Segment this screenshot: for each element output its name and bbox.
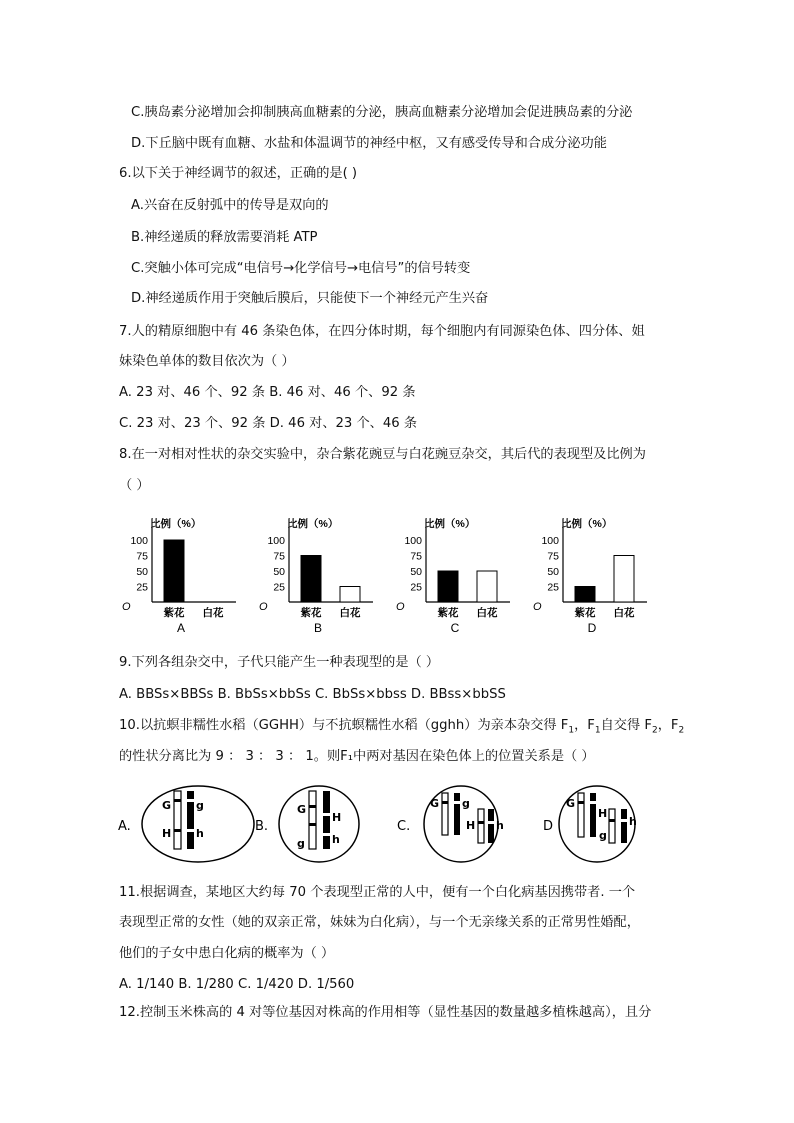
bar-white-flower <box>477 571 497 602</box>
gene-locus <box>578 801 584 804</box>
gene-locus <box>442 801 448 804</box>
chart-option-label: C <box>450 621 460 635</box>
gene-label: h <box>196 827 204 840</box>
q10-cell-svg-c <box>392 783 532 863</box>
bar-purple-flower <box>438 571 458 602</box>
y-tick-label: 50 <box>136 566 148 578</box>
q10-cell-b <box>255 783 395 863</box>
gene-locus <box>187 829 194 832</box>
q8-chart-svg-d <box>529 514 659 634</box>
q10-text-4: ，F <box>657 718 679 733</box>
cell-membrane <box>279 786 359 862</box>
y-tick-label: 50 <box>273 566 285 578</box>
x-tick-label: 白花 <box>613 607 635 619</box>
chromosome-black <box>323 791 330 849</box>
bar-purple-flower <box>575 587 595 603</box>
y-tick-label: 100 <box>130 535 148 547</box>
x-tick-label: 白花 <box>202 607 224 619</box>
q11-stem-3: 他们的子女中患白化病的概率为（ ） <box>119 946 335 961</box>
q8-chart-c <box>392 514 522 634</box>
y-axis-label: 比例（%） <box>561 518 613 530</box>
gene-locus <box>609 819 615 822</box>
gene-label: G <box>297 803 307 816</box>
y-tick-label: 100 <box>541 535 559 547</box>
chromosome-black <box>621 809 627 843</box>
q8-stem-2: （ ） <box>119 478 150 493</box>
q10-text-3: 自交得 F <box>600 718 652 733</box>
q5-option-c: C.胰岛素分泌增加会抑制胰高血糖素的分泌，胰高血糖素分泌增加会促进胰岛素的分泌 <box>131 105 633 120</box>
chart-option-label: A <box>176 621 186 635</box>
q10-sub-2: 1 <box>594 725 601 736</box>
chromosome-white <box>442 793 448 835</box>
gene-locus <box>309 823 316 826</box>
y-tick-label: 50 <box>410 566 422 578</box>
q10-stem-1 <box>119 717 684 740</box>
gene-locus <box>323 813 330 816</box>
q6-option-a: A.兴奋在反射弧中的传导是双向的 <box>131 198 329 213</box>
chromosome-white <box>309 791 316 849</box>
chart-option-label: D <box>587 621 597 635</box>
q6-option-b: B.神经递质的释放需要消耗 ATP <box>131 230 318 245</box>
y-axis-label: 比例（%） <box>287 518 339 530</box>
bar-white-flower <box>614 556 634 603</box>
q8-chart-svg-b <box>255 514 385 634</box>
q8-chart-a <box>118 514 248 634</box>
x-tick-label: 白花 <box>339 607 361 619</box>
q11-stem-2: 表现型正常的女性（她的双亲正常，妹妹为白化病），与一个无亲缘关系的正常男性婚配， <box>119 915 640 930</box>
q5-option-d: D.下丘脑中既有血糖、水盐和体温调节的神经中枢，又有感受传导和合成分泌功能 <box>131 136 607 151</box>
y-tick-label: 50 <box>547 566 559 578</box>
q10-option-label-d: D <box>543 819 554 834</box>
gene-label: H <box>162 827 172 840</box>
gene-label: g <box>297 837 305 850</box>
chart-option-label: B <box>313 621 323 635</box>
q11-options: A. 1/140 B. 1/280 C. 1/420 D. 1/560 <box>119 977 355 992</box>
q10-text-2: ，F <box>574 718 595 733</box>
q10-cell-a <box>118 783 258 863</box>
gene-locus <box>478 821 484 824</box>
bar-purple-flower <box>164 540 184 602</box>
q10-sub-1: 1 <box>568 725 575 736</box>
gene-label: H <box>466 819 476 832</box>
q7-stem-1: 7.人的精原细胞中有 46 条染色体，在四分体时期，每个细胞内有同源染色体、四分体、姐 <box>119 324 645 339</box>
y-tick-label: 75 <box>410 550 422 563</box>
q6-option-c: C.突触小体可完成“电信号→化学信号→电信号”的信号转变 <box>131 261 471 276</box>
chromosome-black <box>590 793 596 837</box>
q6-stem: 6.以下关于神经调节的叙述，正确的是( ) <box>119 166 358 181</box>
x-tick-label: 紫花 <box>300 607 322 619</box>
x-tick-label: 紫花 <box>574 607 596 619</box>
gene-locus <box>323 833 330 836</box>
y-tick-label: 75 <box>136 550 148 563</box>
q10-sub-3: 2 <box>651 725 658 736</box>
gene-locus <box>174 829 181 832</box>
y-axis-label: 比例（%） <box>150 518 202 530</box>
gene-locus <box>174 799 181 802</box>
chromosome-black <box>488 809 494 843</box>
gene-label: h <box>629 815 637 828</box>
q8-chart-svg-c <box>392 514 522 634</box>
gene-locus <box>590 801 596 804</box>
gene-label: H <box>598 807 608 820</box>
y-tick-label: 25 <box>547 581 559 594</box>
y-axis-label: 比例（%） <box>424 518 476 530</box>
q7-options-ab: A. 23 对、46 个、92 条 B. 46 对、46 个、92 条 <box>119 385 416 400</box>
y-tick-label: 100 <box>404 535 422 547</box>
chromosome-black <box>454 793 460 835</box>
gene-label: h <box>496 819 504 832</box>
gene-locus <box>187 799 194 802</box>
q10-cell-svg-a <box>118 783 258 863</box>
q10-option-label-a: A. <box>118 819 131 834</box>
q10-option-label-b: B. <box>255 819 269 834</box>
q11-stem-1: 11.根据调查，某地区大约每 70 个表现型正常的人中，便有一个白化病基因携带者. 一个 <box>119 885 636 900</box>
q7-stem-2: 妹染色单体的数目依次为（ ） <box>119 354 295 369</box>
q10-sub-4: 2 <box>678 725 685 736</box>
q10-cell-d <box>529 783 669 863</box>
y-tick-label: 75 <box>273 550 285 563</box>
chromosome-white <box>609 809 615 843</box>
y-tick-label: 25 <box>410 581 422 594</box>
bar-white-flower <box>340 587 360 603</box>
gene-label: H <box>332 811 342 824</box>
gene-locus <box>621 819 627 822</box>
q8-chart-d <box>529 514 659 634</box>
y-tick-label: 25 <box>273 581 285 594</box>
gene-locus <box>488 821 494 824</box>
x-tick-label: 白花 <box>476 607 498 619</box>
origin-label: O <box>533 601 542 613</box>
q8-chart-b <box>255 514 385 634</box>
y-tick-label: 75 <box>547 550 559 563</box>
bar-purple-flower <box>301 556 321 603</box>
gene-label: h <box>332 833 340 846</box>
origin-label: O <box>122 601 131 613</box>
q10-cell-svg-b <box>255 783 395 863</box>
origin-label: O <box>259 601 268 613</box>
x-tick-label: 紫花 <box>163 607 185 619</box>
gene-locus <box>309 805 316 808</box>
gene-label: g <box>196 799 204 812</box>
origin-label: O <box>396 601 405 613</box>
q6-option-d: D.神经递质作用于突触后膜后，只能使下一个神经元产生兴奋 <box>131 291 489 306</box>
y-tick-label: 25 <box>136 581 148 594</box>
q9-options: A. BBSs×BBSs B. BbSs×bbSs C. BbSs×bbss D. BBss×bbSS <box>119 687 506 702</box>
gene-label: G <box>430 797 440 810</box>
gene-label: G <box>566 797 576 810</box>
cell-membrane <box>142 786 254 862</box>
q8-stem-1: 8.在一对相对性状的杂交实验中，杂合紫花豌豆与白花豌豆杂交，其后代的表现型及比例为 <box>119 447 646 462</box>
gene-label: G <box>162 799 172 812</box>
q8-chart-svg-a <box>118 514 248 634</box>
q10-option-label-c: C. <box>397 819 411 834</box>
gene-label: g <box>599 829 607 842</box>
y-tick-label: 100 <box>267 535 285 547</box>
chromosome-white <box>578 793 584 837</box>
gene-label: g <box>462 797 470 810</box>
q9-stem: 9.下列各组杂交中，子代只能产生一种表现型的是（ ） <box>119 655 440 670</box>
q10-stem-2: 的性状分离比为 9 ： 3 ： 3 ： 1。则F₁中两对基因在染色体上的位置关系是（ ） <box>119 749 595 764</box>
chromosome-white <box>478 809 484 843</box>
q10-text-1: 10.以抗螟非糯性水稻（GGHH）与不抗螟糯性水稻（gghh）为亲本杂交得 F <box>119 718 569 733</box>
x-tick-label: 紫花 <box>437 607 459 619</box>
q10-cell-svg-d <box>529 783 669 863</box>
q10-cell-c <box>392 783 532 863</box>
gene-locus <box>454 801 460 804</box>
q12-stem: 12.控制玉米株高的 4 对等位基因对株高的作用相等（显性基因的数量越多植株越高），且分 <box>119 1005 652 1020</box>
q7-options-cd: C. 23 对、23 个、92 条 D. 46 对、23 个、46 条 <box>119 416 418 431</box>
